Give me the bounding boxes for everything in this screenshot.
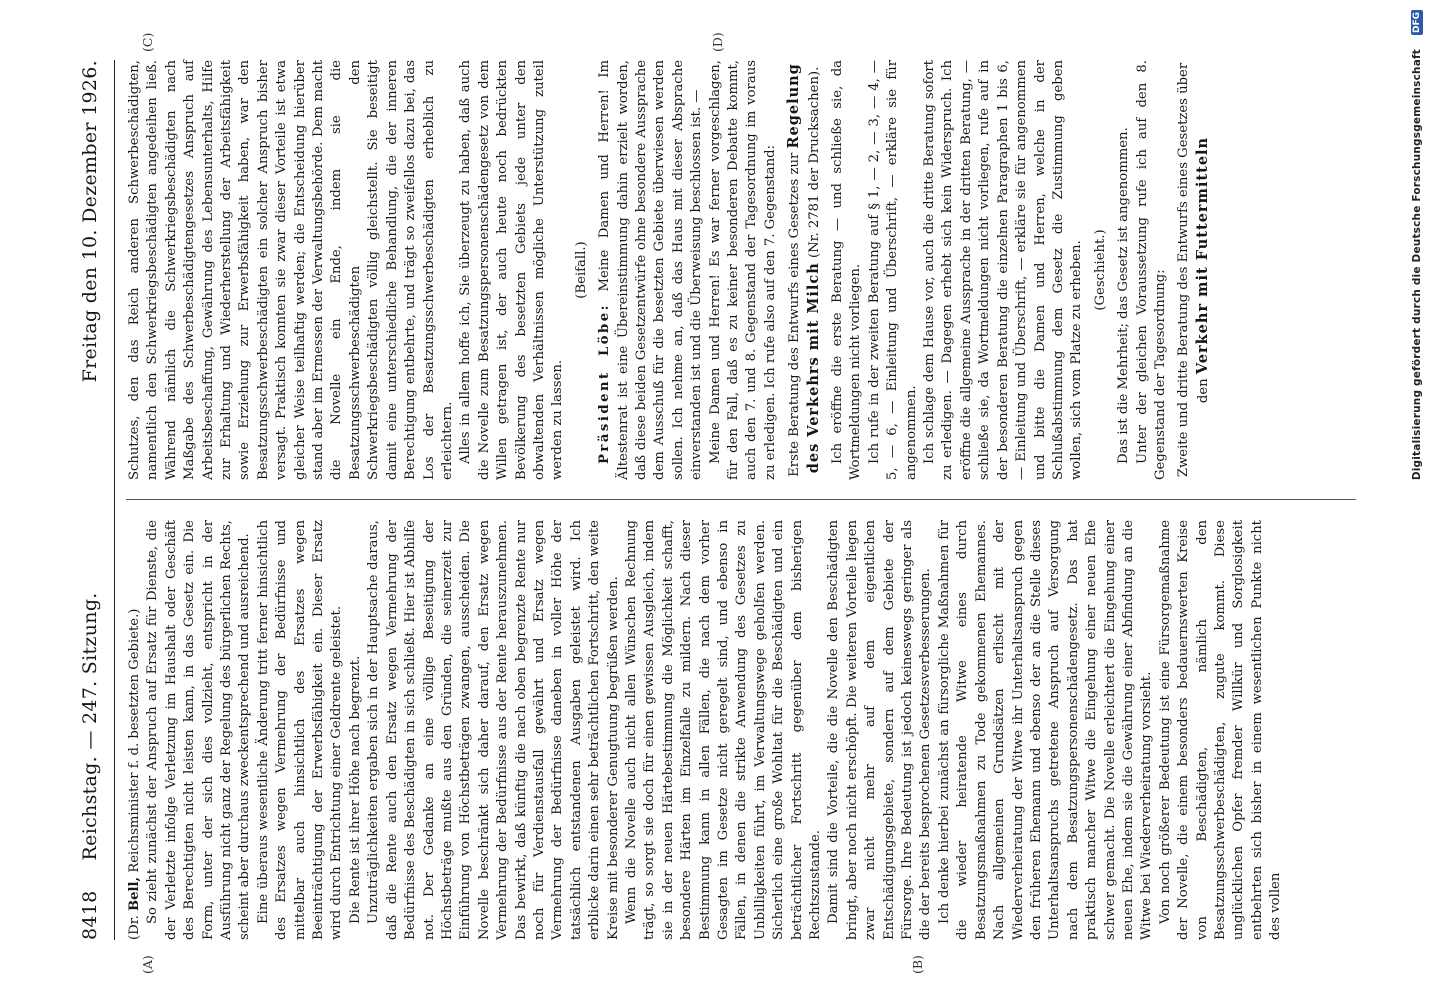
paragraph: Ich eröffne die erste Beratung — und schließe sie, da Wortmeldungen nicht vorliegen.	[830, 60, 864, 480]
item7-law-title: Regelung des Verkehrs mit Milch	[785, 63, 822, 474]
session-date: Freitag den 10. Dezember 1926.	[79, 60, 101, 383]
agenda-item-8	[1175, 60, 1213, 480]
digitization-credit	[1406, 10, 1428, 990]
paragraph: Schutzes, den das Reich anderen Schwerbeschädigten, namentlich den Schwerkriegsbeschädigten angedeihen ließ. Während nämlich die Schwerkriegsbeschädigten nach Maßgabe des Schwerbeschädigtengesetzes Anspruch auf Arbeitsbeschaffung, Gewährung des Lebensunterhalts, Hilfe zur Erhaltung und Wiederherstellung der Arbeitsfähigkeit sowie Erziehung zur Erwerbsfähigkeit haben, war den Besatzungsschwerbeschädigten ein solcher Anspruch bisher versagt. Praktisch konnten sie zwar dieser Vorteile ist etwa gleicher Weise teilhaftig werden; die Entscheidung hierüber stand aber im Ermessen der Verwaltungsbehörde. Dem macht die Novelle ein Ende, indem sie die Besatzungsschwerbeschädigten den Schwerkriegsbeschädigten völlig gleichstellt. Sie beseitigt damit eine unterschiedliche Behandlung, die der inneren Berechtigung entbehrte, und trägt so zweifellos dazu bei, das Los der Besatzungsschwerbeschädigten erheblich zu erleichtern.	[127, 60, 455, 480]
happened-note: (Geschieht.)	[1092, 229, 1108, 311]
paragraph: Alles in allem hoffe ich, Sie überzeugt zu haben, daß auch die Novelle zum Besatzungspersonenschädengesetz von dem Willen getragen ist, der auch heute noch bedrückten Bevölkerung des besetzten Gebiets jede unter den obwaltenden Verhältnissen mögliche Unterstützung zuteil werden zu lassen.	[458, 60, 566, 480]
margin-marker-b: (B)	[910, 955, 925, 974]
credit-text: Digitalisierung gefördert durch die Deutsche Forschungsgemeinschaft	[1411, 49, 1423, 481]
paragraph: Eine überaus wesentliche Änderung tritt ferner hinsichtlich des Ersatzes wegen Vermehrung der Bedürfnisse und mittelbar auch hinsichtlich des Ersatzes wegen Beeinträchtigung der Erwerbsfähigkeit ein. Dieser Ersatz wird durch Entrichtung einer Geldrente geleistet.	[255, 520, 345, 940]
speaker-line	[126, 520, 144, 940]
column-divider	[126, 499, 1356, 500]
session-title: Reichstag. — 247. Sitzung.	[79, 592, 101, 861]
agenda-item-7	[785, 60, 824, 480]
margin-marker-a: (A)	[140, 955, 155, 974]
document-page	[70, 32, 1370, 974]
header-rule	[114, 60, 115, 940]
header-left	[79, 592, 101, 940]
left-column	[126, 520, 1286, 940]
right-column	[126, 60, 1218, 480]
dfg-logo: DFG	[1412, 12, 1422, 34]
paragraph: Ich rufe in der zweiten Beratung auf § 1, — 2, — 3, — 4, — 5, — 6, — Einleitung und Überschrift, — erkläre sie für angenommen.	[866, 60, 919, 480]
item8-intro: Zweite und dritte Beratung des Entwurfs eines Gesetzes über den	[1176, 62, 1211, 478]
item8-law-title: Verkehr mit Futtermitteln	[1193, 136, 1211, 375]
paragraph: Ich schlage dem Hause vor, auch die dritte Beratung sofort zu erledigen. — Dagegen erhebt sich kein Widerspruch. Ich eröffne die allgemeine Aussprache in der dritten Beratung, — schließe sie, da Wortmeldungen nicht vorliegen, rufe auf in der besonderen Beratung die einzelnen Paragraphen 1 bis 6, — Einleitung und Überschrift, — erkläre sie für angenommen und bitte die Damen und Herren, welche in der Schlußabstimmung dem Gesetz die Zustimmung geben wollen, sich vom Platze zu erheben.	[922, 60, 1085, 480]
paragraph: Unzuträglichkeiten ergaben sich in der Hauptsache daraus, daß die Rente auch den Ersatz wegen Vermehrung der Bedürfnisse des Beschädigten in sich schließt. Hier ist Abhilfe not. Der Gedanke an eine völlige Beseitigung der Höchstbeträge mußte aus den Gründen, die seinerzeit zur Einführung von Höchstbeträgen zwangen, ausscheiden. Die Novelle beschränkt sich daher darauf, den Ersatz wegen Vermehrung der Bedürfnisse aus der Rente herauszunehmen. Das bewirkt, daß künftig die nach oben begrenzte Rente nur noch für Verdienstausfall gewährt und Ersatz wegen Vermehrung der Bedürfnisse daneben in voller Höhe der tatsächlich entstandenen Ausgaben geleistet wird. Ich erblicke darin einen sehr beträchtlichen Fortschritt, den weite Kreise mit besonderer Genugtuung begrüßen werden.	[366, 520, 621, 940]
paragraph: Die Rente ist ihrer Höhe nach begrenzt.	[347, 655, 363, 924]
president-paragraph	[596, 60, 706, 480]
president-name: Präsident Löbe:	[597, 302, 613, 464]
president-text: Meine Damen und Herren! Im Ältestenrat ist eine Übereinstimmung dahin erzielt worden, daß diese beiden Gesetzentwürfe ohne besondere Aussprache dem Ausschuß für die besetzten Gebiete überwiesen werden sollen. Ich nehme an, daß das Haus mit dieser Absprache einverstanden ist und die Überweisung beschlossen ist. —	[597, 60, 705, 480]
margin-marker-d: (D)	[710, 32, 725, 52]
paragraph: Wenn die Novelle auch nicht allen Wünschen Rechnung trägt, so sorgt sie doch für einen gewissen Ausgleich, indem sie in der neuen Härtebestimmung die Möglichkeit schafft, besondere Härten im Einzelfalle zu mildern. Nach dieser Bestimmung kann in allen Fällen, die nach dem vorher Gesagten im Gesetze nicht geregelt sind, und ebenso in Fällen, in denen die strikte Anwendung des Gesetzes zu Unbilligkeiten führt, im Verwaltungswege geholfen werden. Sicherlich eine große Wohltat für die Beschädigten und ein beträchtlicher Fortschritt gegenüber dem bisherigen Rechtszustande.	[623, 520, 824, 940]
speaker-name: Bell,	[127, 876, 142, 912]
paragraph: So zieht zunächst der Anspruch auf Ersatz für Dienste, die der Verletzte infolge Verletzung im Haushalt oder Geschäft des Berechtigten nicht leisten kann, in das Gesetz ein. Die Form, unter der sich dies vollzieht, entspricht in der Ausführung nicht ganz der Regelung des bürgerlichen Rechts, scheint aber durchaus zweckentsprechend und ausreichend.	[145, 520, 253, 940]
paragraph: Ich denke hierbei zunächst an fürsorgliche Maßnahmen für die wieder heiratende Witwe eines durch Besatzungsmaßnahmen zu Tode gekommenen Ehemannes. Nach allgemeinen Grundsätzen erlischt mit der Wiederverheiratung der Witwe ihr Unterhaltsanspruch gegen den früheren Ehemann und ebenso der an die Stelle dieses Unterhaltsanspruchs getretene Anspruch auf Versorgung nach dem Besatzungspersonenschädengesetz. Das hat praktisch mancher Witwe die Eingehung einer neuen Ehe schwer gemacht. Die Novelle erleichtert die Eingehung einer neuen Ehe, indem sie die Gewährung einer Abfindung an die Witwe bei Wiederverheiratung vorsieht.	[936, 520, 1155, 940]
paragraph: Meine Damen und Herren! Es war ferner vorgeschlagen, für den Fall, daß es zu keiner besonderen Debatte kommt, auch den 7. und 8. Gegenstand der Tagesordnung im voraus zu erledigen. Ich rufe also auf den 7. Gegenstand:	[707, 60, 778, 480]
page-header	[70, 60, 110, 940]
paragraph: Das ist die Mehrheit; das Gesetz ist angenommen.	[1116, 127, 1132, 464]
margin-marker-c: (C)	[140, 32, 155, 52]
speaker-prefix: (Dr.	[127, 915, 142, 940]
paragraph: Damit sind die Vorteile, die die Novelle den Beschädigten bringt, aber noch nicht erschöpft. Die weiteren Vorteile liegen zwar nicht mehr auf dem eigentlichen Entschädigungsgebiete, sondern auf dem Gebiete der Fürsorge. Ihre Bedeutung ist jedoch keineswegs geringer als die der bereits besprochenen Gesetzesverbesserungen.	[826, 520, 934, 940]
item7-reference: (Nr. 2781 der Drucksachen).	[806, 66, 822, 259]
paragraph: Von noch größerer Bedeutung ist eine Fürsorgemaßnahme der Novelle, die einem besonders bedauernswerten Kreise von Beschädigten, nämlich den Besatzungsschwerbeschädigten, zugute kommt. Diese unglücklichen Opfer fremder Willkür und Sorglosigkeit entbehrten sich bisher in einem wesentlichen Punkte nicht des vollen	[1157, 520, 1284, 940]
applause-note: (Beifall.)	[573, 241, 589, 299]
speaker-role: Reichsminister f. d. besetzten Gebiete.)	[127, 608, 142, 873]
item7-intro: Erste Beratung des Entwurfs eines Gesetzes zur	[787, 152, 803, 477]
page-number: 8418	[79, 890, 101, 940]
paragraph: Unter der gleichen Voraussetzung rufe ich auf den 8. Gegenstand der Tagesordnung:	[1134, 60, 1168, 480]
